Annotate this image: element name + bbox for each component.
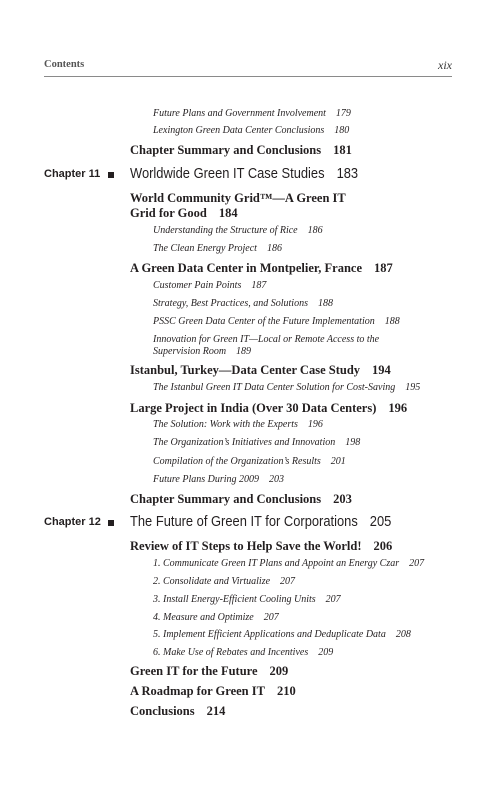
entry-title: 1. Communicate Green IT Plans and Appoint an Energy Czar xyxy=(153,558,400,569)
toc-subentry[interactable] xyxy=(153,612,279,624)
toc-entry[interactable] xyxy=(130,664,288,679)
entry-title: Green IT for the Future xyxy=(130,664,258,678)
entry-page: 207 xyxy=(263,612,279,623)
entry-title: The Istanbul Green IT Data Center Solution for Cost-Saving xyxy=(153,382,396,393)
entry-title: Lexington Green Data Center Conclusions xyxy=(153,125,325,136)
entry-page: 184 xyxy=(218,206,238,220)
entry-title: Strategy, Best Practices, and Solutions xyxy=(153,298,308,309)
entry-page: 188 xyxy=(317,298,333,309)
entry-title: Review of IT Steps to Help Save the World! xyxy=(130,539,362,553)
chapter-page: 183 xyxy=(336,165,359,182)
entry-title: 4. Measure and Optimize xyxy=(153,612,254,623)
toc-subentry[interactable] xyxy=(153,243,282,255)
entry-page: 208 xyxy=(395,629,411,640)
entry-title: 3. Install Energy-Efficient Cooling Units xyxy=(153,594,316,605)
chapter-11-label: Chapter 11 xyxy=(44,168,101,180)
entry-title: Future Plans and Government Involvement xyxy=(153,108,326,119)
toc-subentry[interactable] xyxy=(153,334,379,346)
header-section-title: Contents xyxy=(44,59,85,70)
toc-entry[interactable] xyxy=(130,492,352,507)
toc-subentry[interactable] xyxy=(153,316,400,328)
toc-subentry[interactable] xyxy=(153,225,323,237)
entry-page: 203 xyxy=(269,474,285,485)
entry-title: World Community Grid™—A Green IT xyxy=(130,191,346,205)
entry-page: 196 xyxy=(307,419,323,430)
entry-title: Istanbul, Turkey—Data Center Case Study xyxy=(130,363,361,377)
chapter-title-text: Worldwide Green IT Case Studies xyxy=(130,165,325,182)
entry-title: Conclusions xyxy=(130,704,195,718)
entry-page: 179 xyxy=(335,108,351,119)
entry-page: 214 xyxy=(206,704,226,718)
entry-page: 209 xyxy=(269,664,289,678)
chapter-bullet-icon xyxy=(108,520,114,526)
entry-page: 186 xyxy=(266,243,282,254)
entry-page: 207 xyxy=(280,576,296,587)
entry-page: 194 xyxy=(372,363,391,377)
entry-page: 207 xyxy=(325,594,341,605)
chapter-title-text: The Future of Green IT for Corporations xyxy=(130,513,358,530)
toc-subentry-continuation[interactable] xyxy=(153,346,251,358)
entry-page: 207 xyxy=(409,558,425,569)
entry-page: 209 xyxy=(318,647,334,658)
toc-subentry[interactable] xyxy=(153,382,420,394)
chapter-11-title[interactable] xyxy=(130,165,358,182)
entry-page: 210 xyxy=(276,684,296,698)
entry-title: 2. Consolidate and Virtualize xyxy=(153,576,271,587)
toc-entry[interactable] xyxy=(130,539,392,554)
toc-subentry[interactable] xyxy=(153,474,284,486)
entry-page: 201 xyxy=(330,456,346,467)
chapter-12-label: Chapter 12 xyxy=(44,516,101,528)
toc-subentry[interactable] xyxy=(153,419,323,431)
entry-page: 196 xyxy=(388,401,408,415)
entry-title: The Solution: Work with the Experts xyxy=(153,419,298,430)
toc-subentry[interactable] xyxy=(153,576,295,588)
toc-subentry[interactable] xyxy=(153,108,351,120)
entry-page: 203 xyxy=(333,492,352,506)
toc-entry[interactable] xyxy=(130,261,393,276)
entry-title: Innovation for Green IT—Local or Remote Access to the xyxy=(153,334,380,345)
entry-title: Chapter Summary and Conclusions xyxy=(130,143,322,157)
entry-title: Future Plans During 2009 xyxy=(153,474,260,485)
header-rule xyxy=(44,76,452,77)
toc-subentry[interactable] xyxy=(153,594,341,606)
toc-entry[interactable] xyxy=(130,401,407,416)
entry-page: 206 xyxy=(373,539,393,553)
entry-title: Large Project in India (Over 30 Data Centers) xyxy=(130,401,377,415)
entry-title-continued: Grid for Good xyxy=(130,206,207,220)
entry-page: 186 xyxy=(307,225,323,236)
toc-entry[interactable] xyxy=(130,704,225,719)
chapter-page: 205 xyxy=(369,513,392,530)
entry-page: 189 xyxy=(236,346,252,357)
toc-entry[interactable] xyxy=(130,363,391,378)
entry-title: The Clean Energy Project xyxy=(153,243,257,254)
chapter-12-title[interactable] xyxy=(130,513,391,530)
running-header xyxy=(44,58,452,76)
entry-title: A Green Data Center in Montpelier, France xyxy=(130,261,363,275)
entry-title: 6. Make Use of Rebates and Incentives xyxy=(153,647,309,658)
entry-title-continued: Supervision Room xyxy=(153,346,227,357)
entry-title: Customer Pain Points xyxy=(153,280,242,291)
entry-title: 5. Implement Efficient Applications and Deduplicate Data xyxy=(153,629,386,640)
entry-page: 195 xyxy=(405,382,421,393)
entry-title: PSSC Green Data Center of the Future Implementation xyxy=(153,316,375,327)
entry-page: 187 xyxy=(374,261,393,275)
toc-subentry[interactable] xyxy=(153,437,360,449)
toc-subentry[interactable] xyxy=(153,280,266,292)
entry-title: Chapter Summary and Conclusions xyxy=(130,492,322,506)
entry-page: 188 xyxy=(384,316,400,327)
chapter-bullet-icon xyxy=(108,172,114,178)
toc-subentry[interactable] xyxy=(153,125,349,137)
toc-subentry[interactable] xyxy=(153,298,333,310)
entry-title: Understanding the Structure of Rice xyxy=(153,225,298,236)
entry-page: 198 xyxy=(345,437,361,448)
toc-subentry[interactable] xyxy=(153,456,346,468)
toc-subentry[interactable] xyxy=(153,558,424,570)
toc-entry[interactable] xyxy=(130,143,352,158)
header-page-number: xix xyxy=(438,58,452,72)
toc-subentry[interactable] xyxy=(153,629,411,641)
entry-page: 181 xyxy=(333,143,352,157)
toc-entry[interactable] xyxy=(130,684,296,699)
toc-subentry[interactable] xyxy=(153,647,333,659)
entry-title: A Roadmap for Green IT xyxy=(130,684,265,698)
entry-page: 180 xyxy=(334,125,350,136)
entry-page: 187 xyxy=(251,280,267,291)
toc-entry[interactable] xyxy=(130,191,346,206)
entry-title: Compilation of the Organization’s Results xyxy=(153,456,321,467)
entry-title: The Organization’s Initiatives and Innovation xyxy=(153,437,336,448)
toc-entry-continuation[interactable] xyxy=(130,206,238,221)
